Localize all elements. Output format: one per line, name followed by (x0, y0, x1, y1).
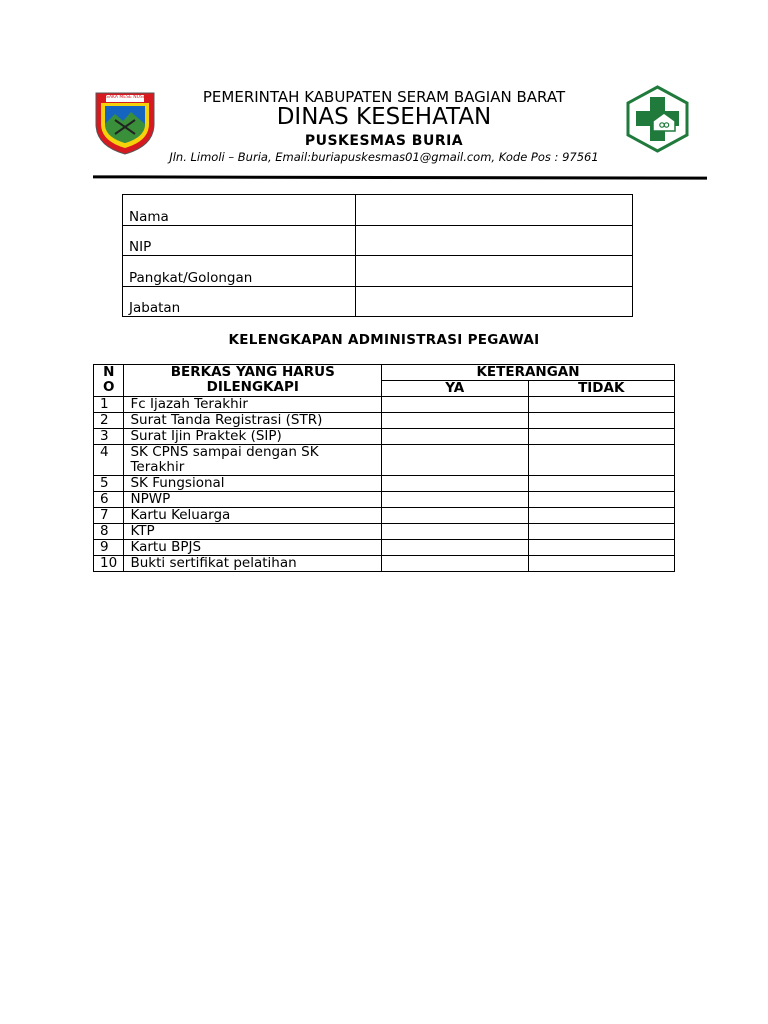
tidak-cell[interactable] (528, 476, 675, 492)
row-number: 8 (94, 524, 124, 540)
tidak-cell[interactable] (528, 492, 675, 508)
row-number: 2 (94, 413, 124, 429)
row-item: Kartu BPJS (124, 540, 382, 556)
info-row (123, 225, 633, 256)
table-row (94, 524, 675, 540)
ya-cell[interactable] (382, 413, 528, 429)
row-number: 9 (94, 540, 124, 556)
address-line: Jln. Limoli – Buria, Email:buriapuskesmas01@gmail.com, Kode Pos : 97561 (169, 150, 599, 164)
tidak-cell[interactable] (528, 524, 675, 540)
table-row (94, 556, 675, 572)
info-row (123, 195, 633, 226)
ya-cell[interactable] (382, 429, 528, 445)
row-number: 10 (94, 556, 124, 572)
info-value-field[interactable] (356, 256, 633, 287)
document-checklist-table (93, 364, 675, 572)
row-number: 7 (94, 508, 124, 524)
tidak-cell[interactable] (528, 445, 675, 476)
ya-cell[interactable] (382, 445, 528, 476)
ya-cell[interactable] (382, 397, 528, 413)
row-number: 1 (94, 397, 124, 413)
tidak-cell[interactable] (528, 508, 675, 524)
puskesmas-logo (624, 85, 691, 153)
col-keterangan-header: KETERANGAN (382, 365, 675, 381)
tidak-cell[interactable] (528, 556, 675, 572)
row-item: Surat Ijin Praktek (SIP) (124, 429, 382, 445)
government-name: PEMERINTAH KABUPATEN SERAM BAGIAN BARAT (202, 88, 566, 106)
ya-cell[interactable] (382, 524, 528, 540)
ya-cell[interactable] (382, 540, 528, 556)
tidak-cell[interactable] (528, 397, 675, 413)
row-item: NPWP (124, 492, 382, 508)
row-number: 3 (94, 429, 124, 445)
ya-cell[interactable] (382, 508, 528, 524)
row-item: Surat Tanda Registrasi (STR) (124, 413, 382, 429)
info-label: NIP (123, 225, 356, 256)
ya-cell[interactable] (382, 556, 528, 572)
row-item: SK Fungsional (124, 476, 382, 492)
department-name: DINAS KESEHATAN (276, 104, 492, 130)
col-berkas-header: BERKAS YANG HARUS DILENGKAPI (124, 365, 382, 397)
facility-name: PUSKESMAS BURIA (304, 133, 464, 149)
tidak-cell[interactable] (528, 413, 675, 429)
table-row (94, 476, 675, 492)
info-label: Pangkat/Golongan (123, 256, 356, 287)
info-value-field[interactable] (356, 225, 633, 256)
row-number: 5 (94, 476, 124, 492)
employee-info-table (122, 194, 633, 317)
logo-motto: SAKA MESE NUSA (106, 95, 146, 100)
info-value-field[interactable] (356, 286, 633, 317)
table-row (94, 508, 675, 524)
table-row (94, 397, 675, 413)
col-tidak-header: TIDAK (528, 381, 675, 397)
ya-cell[interactable] (382, 492, 528, 508)
row-item: Kartu Keluarga (124, 508, 382, 524)
section-title: KELENGKAPAN ADMINISTRASI PEGAWAI (228, 332, 540, 348)
info-row (123, 256, 633, 287)
col-ya-header: YA (382, 381, 528, 397)
row-item: Bukti sertifikat pelatihan (124, 556, 382, 572)
info-row (123, 286, 633, 317)
table-row (94, 492, 675, 508)
row-number: 4 (94, 445, 124, 476)
info-label: Jabatan (123, 286, 356, 317)
tidak-cell[interactable] (528, 540, 675, 556)
info-value-field[interactable] (356, 195, 633, 226)
table-row (94, 540, 675, 556)
row-item: KTP (124, 524, 382, 540)
row-item: Fc Ijazah Terakhir (124, 397, 382, 413)
table-row (94, 445, 675, 476)
info-label: Nama (123, 195, 356, 226)
row-number: 6 (94, 492, 124, 508)
col-no-header: N O (94, 365, 124, 397)
table-row (94, 413, 675, 429)
table-row (94, 429, 675, 445)
row-item: SK CPNS sampai dengan SK Terakhir (124, 445, 382, 476)
tidak-cell[interactable] (528, 429, 675, 445)
header-divider (93, 175, 707, 179)
ya-cell[interactable] (382, 476, 528, 492)
